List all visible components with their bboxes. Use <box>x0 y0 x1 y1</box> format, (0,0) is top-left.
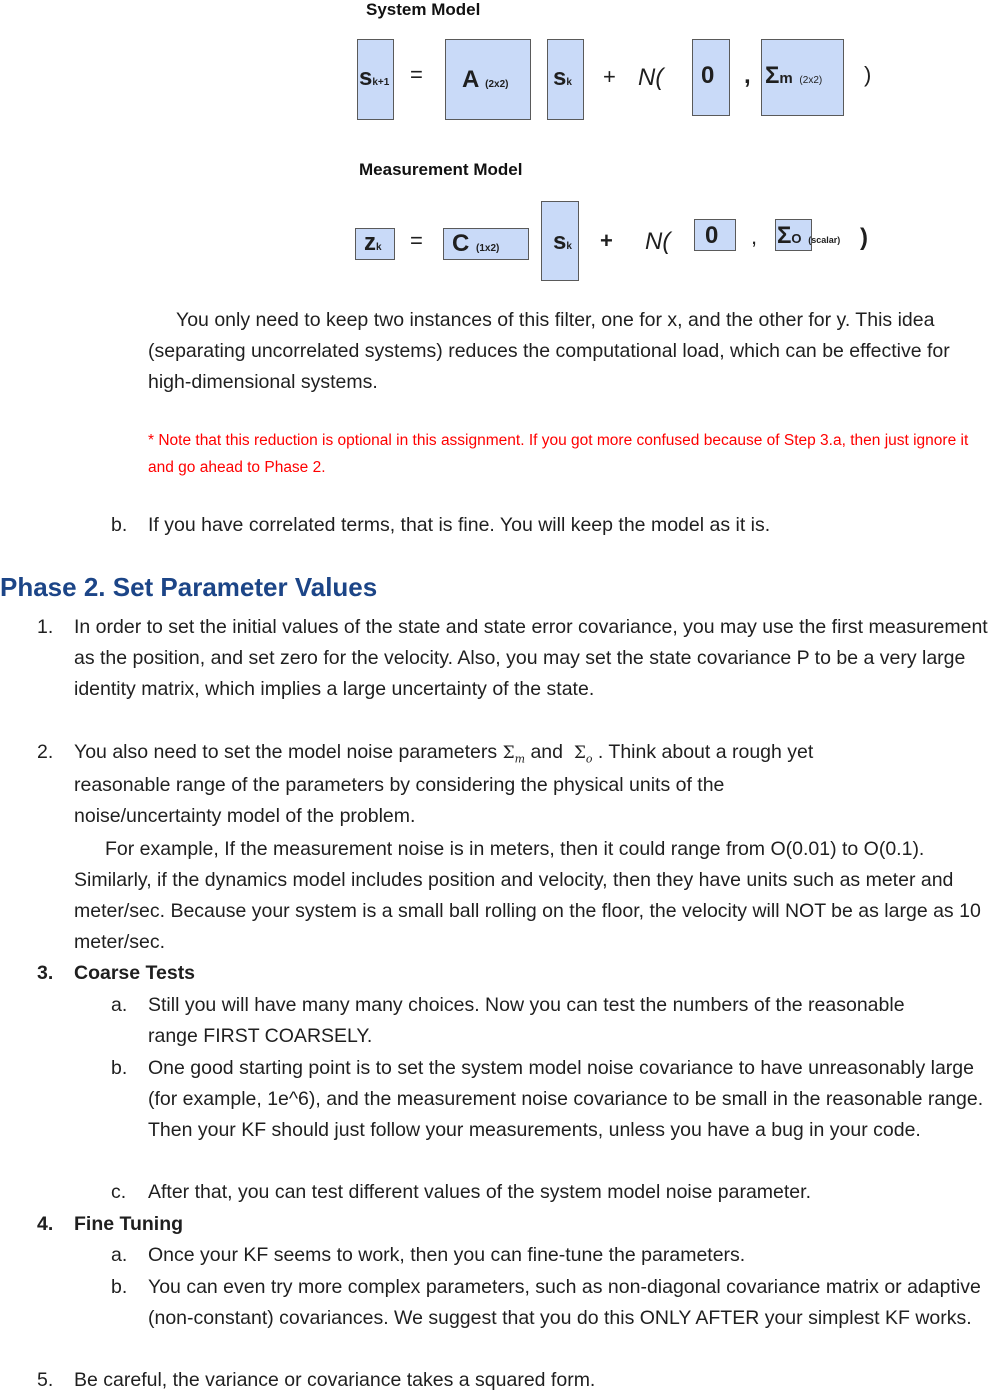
item4a-text: Once your KF seems to work, then you can fine-tune the parameters. <box>148 1244 746 1266</box>
sigma-o-label: ΣO (scalar) <box>777 222 841 249</box>
sigma-m-label: Σm (2x2) <box>765 62 823 89</box>
system-zero: 0 <box>701 62 715 89</box>
system-equals: = <box>410 62 423 87</box>
item1-text: In order to set the initial values of the state and state error covariance, you may use the first measurement as the position, and set zero for the velocity. Also, you may set the state covariance P to be a very large identity matrix, which implies a large uncertainty of the state. <box>74 616 988 700</box>
item2-paragraph: For example, If the measurement noise is in meters, then it could range from O(0.01) to O(0.1). Similarly, if the dynamics model includes position and velocity, then they have units such as meter and meter/sec. Because your system is a small ball rolling on the floor, the velocity will NOT be as large as 10 meter/sec. <box>74 838 981 953</box>
item3b-marker: b. <box>111 1057 128 1079</box>
system-plus: + <box>603 64 616 89</box>
system-close: ) <box>864 62 872 87</box>
item3a-marker: a. <box>111 994 128 1016</box>
item3-title: Coarse Tests <box>74 962 196 984</box>
measurement-model-title: Measurement Model <box>359 160 523 179</box>
intro-paragraph: You only need to keep two instances of this filter, one for x, and the other for y. This idea (separating uncorrelated systems) reduces the computational load, which can be effective for high-dimensional systems. <box>148 309 950 393</box>
s-k-label: sk <box>553 64 572 91</box>
system-normal: N( <box>638 64 664 91</box>
item2-marker: 2. <box>37 741 54 763</box>
measurement-equals: = <box>410 228 423 253</box>
optional-note: * Note that this reduction is optional in this assignment. If you got more confused because of Step 3.a, then just ignore it and go ahead to Phase 2. <box>148 432 969 476</box>
item4-title: Fine Tuning <box>74 1213 184 1235</box>
item4a-marker: a. <box>111 1244 128 1266</box>
z-label: zk <box>364 229 382 256</box>
item4-marker: 4. <box>37 1213 54 1235</box>
matrix-a-label: A (2x2) <box>462 66 509 93</box>
sigma-m-symbol: $\Sigma_m$ <box>502 743 526 766</box>
measurement-plus: + <box>600 228 613 253</box>
system-model-title: System Model <box>366 0 481 19</box>
measurement-comma: , <box>751 224 758 249</box>
item5-text: Be careful, the variance or covariance takes a squared form. <box>74 1369 596 1391</box>
item3c-marker: c. <box>111 1181 127 1203</box>
meas-s-k-label: sk <box>553 228 572 255</box>
item2-line1: You also need to set the model noise parameters $\Sigma_m$ and $\Sigma_o$ . Think about a rough yet <box>74 741 814 766</box>
item3-marker: 3. <box>37 962 54 984</box>
phase2-heading: Phase 2. Set Parameter Values <box>0 572 378 602</box>
measurement-zero: 0 <box>705 222 719 249</box>
item1-marker: 1. <box>37 616 54 638</box>
item3a-text: Still you will have many many choices. Now you can test the numbers of the reasonable range FIRST COARSELY. <box>148 994 905 1047</box>
s-next-label: sk+1 <box>359 64 390 91</box>
sigma-o-symbol: $\Sigma_o$ <box>573 743 593 766</box>
step-b-marker: b. <box>111 514 128 536</box>
system-comma: , <box>744 62 751 89</box>
measurement-close: ) <box>860 224 868 251</box>
item5-marker: 5. <box>37 1369 54 1391</box>
matrix-c-label: C (1x2) <box>452 230 500 257</box>
item3b-text: One good starting point is to set the system model noise covariance to have unreasonably large (for example, 1e^6), and the measurement noise covariance to be small in the reasonable range. Then your KF should just follow your measurements, unless you have a bug in your code. <box>148 1057 984 1141</box>
measurement-normal: N( <box>645 228 671 255</box>
item3c-text: After that, you can test different values of the system model noise parameter. <box>148 1181 811 1203</box>
item4b-text: You can even try more complex parameters, such as non-diagonal covariance matrix or adaptive (non-constant) covariances. We suggest that you do this ONLY AFTER your simplest KF works. <box>148 1276 981 1329</box>
item2-line2: reasonable range of the parameters by considering the physical units of the noise/uncertainty model of the problem. <box>74 774 725 827</box>
step-b-text: If you have correlated terms, that is fine. You will keep the model as it is. <box>148 514 771 536</box>
item4b-marker: b. <box>111 1276 128 1298</box>
